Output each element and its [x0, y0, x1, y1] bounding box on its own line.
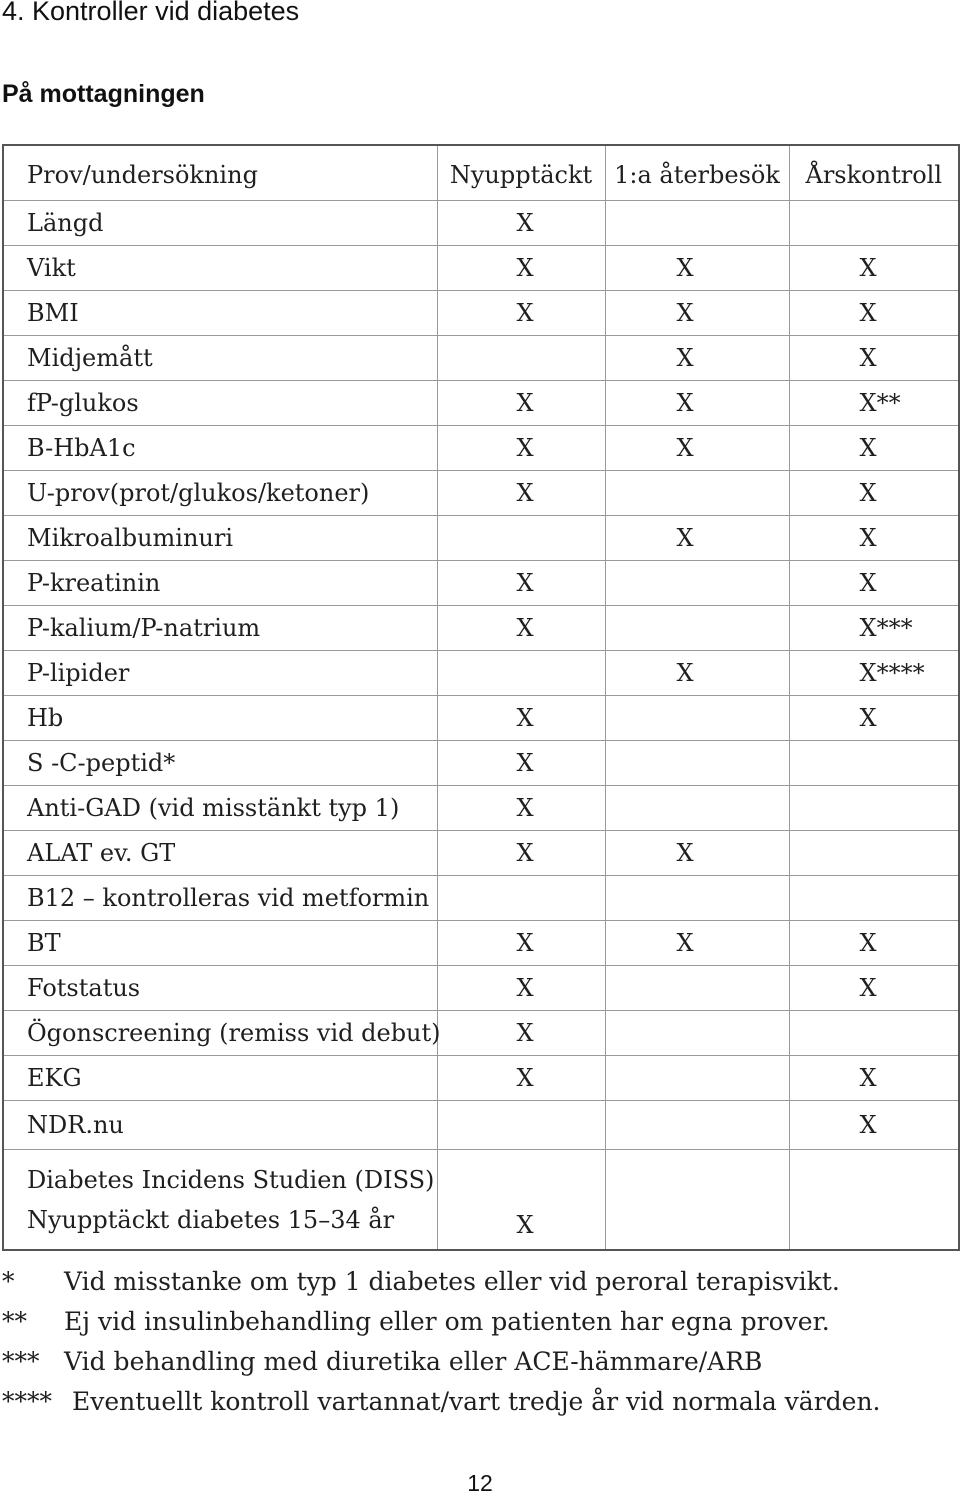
cell-aterbesok: [605, 471, 789, 516]
row-label: U-prov(prot/glukos/ketoner): [3, 471, 437, 516]
row-label: Mikroalbuminuri: [3, 516, 437, 561]
row-label: Vikt: [3, 246, 437, 291]
cell-nyupptackt: X: [437, 696, 605, 741]
cell-aterbesok: [605, 1056, 789, 1101]
cell-arskontroll: X: [789, 336, 959, 381]
cell-nyupptackt: [437, 516, 605, 561]
row-label: P-kreatinin: [3, 561, 437, 606]
cell-aterbesok: X: [605, 336, 789, 381]
cell-nyupptackt: X: [437, 741, 605, 786]
table-row: [3, 606, 959, 651]
table-row: [3, 1150, 959, 1251]
row-label: B12 – kontrolleras vid metformin: [3, 876, 437, 921]
table-row: [3, 561, 959, 606]
table-row: [3, 696, 959, 741]
cell-arskontroll: X: [789, 696, 959, 741]
cell-nyupptackt: X: [437, 1056, 605, 1101]
cell-arskontroll: X: [789, 471, 959, 516]
row-label: NDR.nu: [3, 1101, 437, 1150]
cell-aterbesok: [605, 786, 789, 831]
table-header-row: [3, 145, 959, 201]
cell-arskontroll: X: [789, 1056, 959, 1101]
cell-nyupptackt: X: [437, 921, 605, 966]
cell-nyupptackt: X: [437, 1011, 605, 1056]
cell-aterbesok: [605, 606, 789, 651]
cell-arskontroll: X: [789, 516, 959, 561]
cell-arskontroll: [789, 831, 959, 876]
cell-nyupptackt: X: [437, 606, 605, 651]
cell-nyupptackt: [437, 1101, 605, 1150]
cell-arskontroll: X***: [789, 606, 959, 651]
cell-aterbesok: X: [605, 516, 789, 561]
cell-arskontroll: X: [789, 426, 959, 471]
cell-aterbesok: [605, 1011, 789, 1056]
footnote-text: Vid behandling med diuretika eller ACE-hämmare/ARB: [64, 1347, 763, 1376]
cell-nyupptackt: X: [437, 381, 605, 426]
table-row: [3, 741, 959, 786]
cell-nyupptackt: X: [437, 561, 605, 606]
cell-arskontroll: [789, 1011, 959, 1056]
row-label: P-lipider: [3, 651, 437, 696]
cell-nyupptackt: [437, 651, 605, 696]
row-label-line1: Diabetes Incidens Studien (DISS): [27, 1165, 435, 1194]
table-row: [3, 381, 959, 426]
cell-arskontroll: X****: [789, 651, 959, 696]
row-label: fP-glukos: [3, 381, 437, 426]
table-row: [3, 471, 959, 516]
table-row: [3, 201, 959, 246]
table-row: [3, 291, 959, 336]
footnote: [2, 1302, 952, 1342]
footnote-text: Vid misstanke om typ 1 diabetes eller vid peroral terapisvikt.: [64, 1267, 840, 1296]
cell-arskontroll: [789, 786, 959, 831]
table-row: [3, 1011, 959, 1056]
cell-aterbesok: [605, 201, 789, 246]
cell-aterbesok: [605, 1150, 789, 1251]
table-row: [3, 876, 959, 921]
cell-arskontroll: X: [789, 921, 959, 966]
cell-aterbesok: [605, 741, 789, 786]
cell-aterbesok: X: [605, 291, 789, 336]
row-label: B-HbA1c: [3, 426, 437, 471]
row-label: Ögonscreening (remiss vid debut): [3, 1011, 437, 1056]
row-label: [3, 1150, 437, 1251]
cell-aterbesok: [605, 561, 789, 606]
cell-aterbesok: X: [605, 426, 789, 471]
table-row: [3, 246, 959, 291]
table-row: [3, 1101, 959, 1150]
cell-aterbesok: X: [605, 651, 789, 696]
cell-nyupptackt: [437, 876, 605, 921]
header-prov: Prov/undersökning: [3, 145, 437, 201]
cell-aterbesok: X: [605, 246, 789, 291]
header-nyupptackt: Nyupptäckt: [437, 145, 605, 201]
row-label: Hb: [3, 696, 437, 741]
cell-arskontroll: [789, 741, 959, 786]
row-label: Midjemått: [3, 336, 437, 381]
table-row: [3, 786, 959, 831]
row-label: ALAT ev. GT: [3, 831, 437, 876]
footnote-marker: *: [2, 1267, 15, 1296]
page-title: 4. Kontroller vid diabetes: [2, 0, 300, 26]
footnote-text: Eventuellt kontroll vartannat/vart tredje år vid normala värden.: [72, 1387, 881, 1416]
row-label: P-kalium/P-natrium: [3, 606, 437, 651]
cell-nyupptackt: X: [437, 471, 605, 516]
row-label: S -C-peptid*: [3, 741, 437, 786]
row-label: Längd: [3, 201, 437, 246]
cell-nyupptackt: X: [437, 201, 605, 246]
cell-arskontroll: X: [789, 966, 959, 1011]
footnote: [2, 1262, 952, 1302]
row-label: BMI: [3, 291, 437, 336]
cell-arskontroll: [789, 876, 959, 921]
footnote-marker: **: [2, 1307, 27, 1336]
table-row: [3, 1056, 959, 1101]
cell-aterbesok: X: [605, 921, 789, 966]
footnote: [2, 1342, 952, 1382]
footnote-text: Ej vid insulinbehandling eller om patienten har egna prover.: [64, 1307, 830, 1336]
cell-nyupptackt: [437, 336, 605, 381]
cell-arskontroll: X: [789, 561, 959, 606]
cell-nyupptackt: X: [437, 786, 605, 831]
row-label: EKG: [3, 1056, 437, 1101]
table-row: [3, 336, 959, 381]
table-row: [3, 426, 959, 471]
row-label: Anti-GAD (vid misstänkt typ 1): [3, 786, 437, 831]
header-aterbesok: 1:a återbesök: [605, 145, 789, 201]
cell-nyupptackt: X: [437, 291, 605, 336]
section-subtitle: På mottagningen: [2, 80, 205, 108]
cell-aterbesok: X: [605, 381, 789, 426]
cell-aterbesok: [605, 696, 789, 741]
footnote-marker: ****: [2, 1387, 52, 1416]
cell-nyupptackt: X: [437, 246, 605, 291]
cell-aterbesok: X: [605, 831, 789, 876]
controls-table: [2, 144, 960, 1251]
cell-aterbesok: [605, 966, 789, 1011]
cell-arskontroll: X: [789, 291, 959, 336]
cell-nyupptackt: X: [437, 426, 605, 471]
footnotes: [2, 1262, 952, 1422]
cell-arskontroll: X**: [789, 381, 959, 426]
header-arskontroll: Årskontroll: [789, 145, 959, 201]
cell-arskontroll: X: [789, 1101, 959, 1150]
footnote-marker: ***: [2, 1347, 40, 1376]
cell-nyupptackt: X: [437, 966, 605, 1011]
table-row: [3, 831, 959, 876]
page-number: 12: [467, 1470, 493, 1496]
cell-aterbesok: [605, 1101, 789, 1150]
cell-arskontroll: X: [789, 246, 959, 291]
cell-nyupptackt: X: [437, 1150, 605, 1251]
row-label: BT: [3, 921, 437, 966]
footnote: [2, 1382, 952, 1422]
row-label: Fotstatus: [3, 966, 437, 1011]
table-row: [3, 516, 959, 561]
cell-arskontroll: [789, 1150, 959, 1251]
table-row: [3, 651, 959, 696]
cell-arskontroll: [789, 201, 959, 246]
cell-aterbesok: [605, 876, 789, 921]
table-row: [3, 966, 959, 1011]
cell-nyupptackt: X: [437, 831, 605, 876]
table-row: [3, 921, 959, 966]
row-label-line2: Nyupptäckt diabetes 15–34 år: [27, 1205, 395, 1234]
